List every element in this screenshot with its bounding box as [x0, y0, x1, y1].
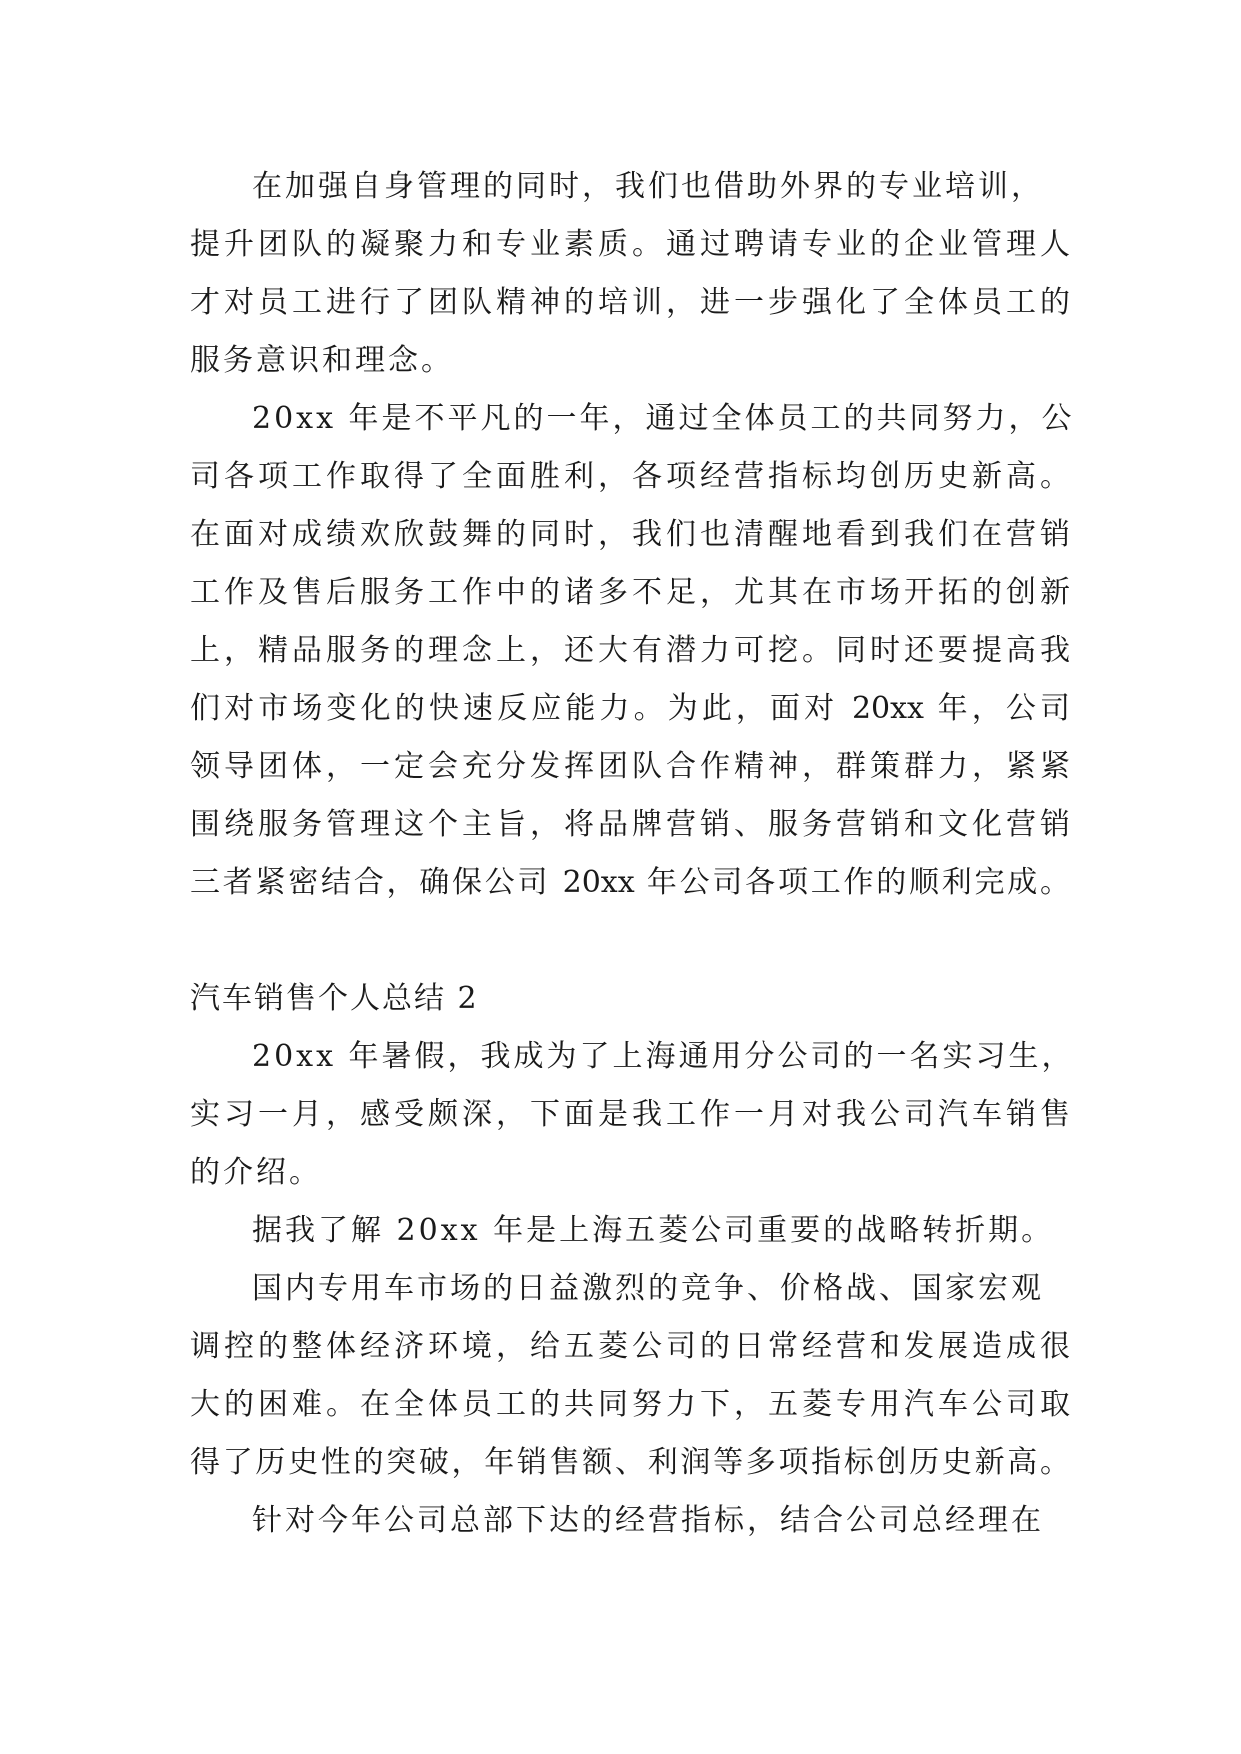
- paragraph-line: 在加强自身管理的同时，我们也借助外界的专业培训，: [252, 169, 1044, 204]
- paragraph-line: 们对市场变化的快速反应能力。为此，面对 20xx 年，公司: [190, 691, 1070, 726]
- paragraph-line: 才对员工进行了团队精神的培训，进一步强化了全体员工的: [190, 285, 1070, 320]
- paragraph-team-training: [190, 158, 1070, 390]
- paragraph-line: 调控的整体经济环境，给五菱公司的日常经营和发展造成很: [190, 1329, 1070, 1364]
- paragraph-year-summary: [190, 390, 1075, 912]
- paragraph-line: 三者紧密结合，确保公司 20xx 年公司各项工作的顺利完成。: [190, 865, 1070, 900]
- paragraph-line: 针对今年公司总部下达的经营指标，结合公司总经理在: [252, 1503, 1044, 1538]
- paragraph-line: 司各项工作取得了全面胜利，各项经营指标均创历史新高。: [190, 459, 1070, 494]
- paragraph-line: 20xx 年是不平凡的一年，通过全体员工的共同努力，公: [252, 401, 1075, 436]
- paragraph-targets: [190, 1492, 1070, 1550]
- paragraph-internship: [190, 1028, 1075, 1202]
- paragraph-line: 大的困难。在全体员工的共同努力下，五菱专用汽车公司取: [190, 1387, 1070, 1422]
- paragraph-line: 20xx 年暑假，我成为了上海通用分公司的一名实习生，: [252, 1039, 1075, 1074]
- paragraph-line: 上，精品服务的理念上，还大有潜力可挖。同时还要提高我: [190, 633, 1070, 668]
- paragraph-line: 在面对成绩欢欣鼓舞的同时，我们也清醒地看到我们在营销: [190, 517, 1070, 552]
- paragraph-line: 服务意识和理念。: [190, 343, 454, 378]
- paragraph-line: 围绕服务管理这个主旨，将品牌营销、服务营销和文化营销: [190, 807, 1070, 842]
- paragraph-line: 工作及售后服务工作中的诸多不足，尤其在市场开拓的创新: [190, 575, 1070, 610]
- paragraph-line: 领导团体，一定会充分发挥团队合作精神，群策群力，紧紧: [190, 749, 1070, 784]
- paragraph-line: 实习一月，感受颇深，下面是我工作一月对我公司汽车销售: [190, 1097, 1070, 1132]
- paragraph-line: 的介绍。: [190, 1155, 322, 1190]
- paragraph-strategy: [190, 1202, 1070, 1260]
- document-body: [190, 158, 1075, 1550]
- paragraph-line: 据我了解 20xx 年是上海五菱公司重要的战略转折期。: [252, 1213, 1055, 1248]
- section-heading: 汽车销售个人总结 2: [190, 981, 479, 1016]
- section-spacer: [190, 912, 1070, 970]
- paragraph-line: 国内专用车市场的日益激烈的竞争、价格战、国家宏观: [252, 1271, 1044, 1306]
- paragraph-market: [190, 1260, 1070, 1492]
- paragraph-line: 提升团队的凝聚力和专业素质。通过聘请专业的企业管理人: [190, 227, 1070, 262]
- paragraph-line: 得了历史性的突破，年销售额、利润等多项指标创历史新高。: [190, 1445, 1070, 1480]
